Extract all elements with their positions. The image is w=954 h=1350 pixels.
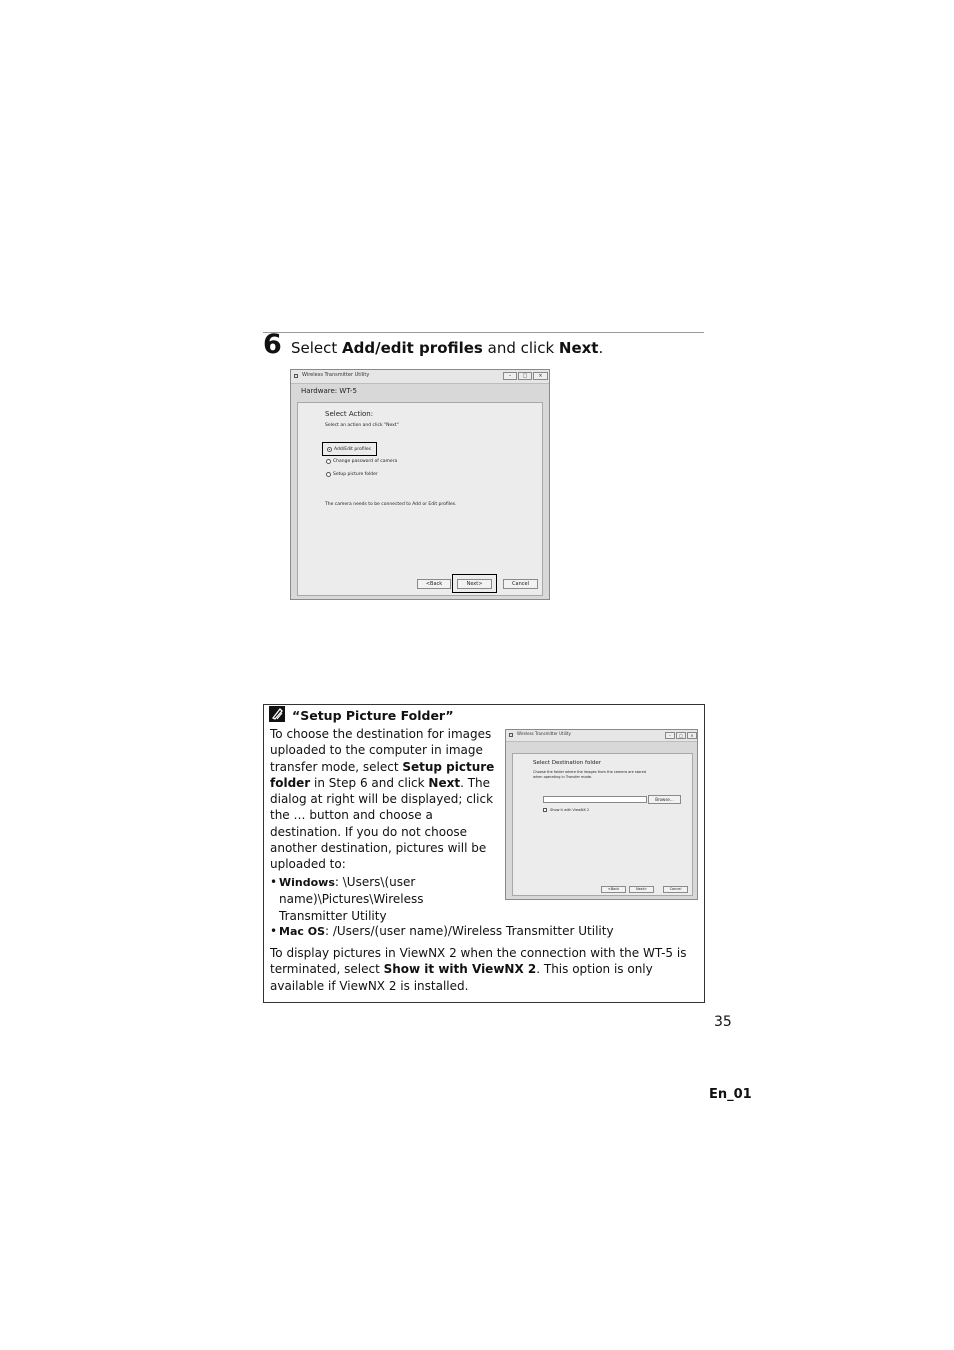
page-number: 35 — [714, 1014, 732, 1030]
back-button[interactable]: <Back — [417, 579, 451, 589]
browse-button[interactable]: Browse... — [648, 795, 681, 804]
cancel-button[interactable]: Cancel — [663, 886, 688, 893]
checkbox-label: Show it with ViewNX 2 — [550, 808, 590, 812]
close-icon[interactable]: × — [533, 372, 548, 380]
destination-path-input[interactable] — [543, 796, 647, 803]
maximize-icon[interactable]: □ — [676, 732, 686, 739]
option-setup-picture-folder[interactable] — [325, 471, 425, 479]
show-viewnx-checkbox[interactable] — [543, 808, 547, 812]
section-rule — [263, 332, 704, 333]
note-title: “Setup Picture Folder” — [292, 708, 454, 723]
option-change-password[interactable] — [325, 458, 425, 466]
select-destination-dialog — [505, 729, 698, 900]
bullet-windows: • Windows: \Users\(user name)\Pictures\Wireless Transmitter Utility — [270, 875, 424, 923]
dialog-panel — [512, 753, 693, 896]
bullet-label: Mac OS — [279, 925, 325, 938]
dialog-title: Wireless Transmitter Utility — [302, 372, 370, 378]
dialog-title: Wireless Transmitter Utility — [517, 731, 571, 736]
dialog-titlebar — [291, 370, 549, 384]
minimize-icon[interactable]: – — [665, 732, 675, 739]
app-icon — [509, 733, 513, 737]
minimize-icon[interactable]: – — [503, 372, 517, 380]
step-number: 6 — [263, 329, 282, 360]
page-footer-code: En_01 — [709, 1087, 752, 1102]
dialog-titlebar — [506, 730, 697, 742]
pencil-note-icon — [269, 706, 285, 722]
connection-message: The camera needs to be connected to Add or Edit profiles. — [325, 502, 457, 507]
destination-heading: Select Destination folder — [533, 760, 601, 766]
next-button[interactable]: Next> — [629, 886, 654, 893]
option-label: Add/Edit profiles — [334, 447, 371, 452]
option-label: Change password of camera — [333, 459, 398, 464]
option-label: Setup picture folder — [333, 472, 378, 477]
option-add-edit-profiles[interactable] — [322, 442, 377, 456]
next-button[interactable]: Next> — [457, 579, 492, 589]
bullet-label: Windows — [279, 876, 335, 889]
bullet-mac-os: • Mac OS: /Users/(user name)/Wireless Transmitter Utility — [270, 924, 614, 938]
select-action-dialog — [290, 369, 550, 600]
cancel-button[interactable]: Cancel — [503, 579, 538, 589]
hardware-label: Hardware: WT-5 — [301, 387, 357, 395]
maximize-icon[interactable]: □ — [518, 372, 532, 380]
dialog-panel — [297, 402, 543, 596]
note-paragraph-2: To display pictures in ViewNX 2 when the connection with the WT-5 is terminated, select Show it with ViewNX 2. This option is only available if ViewNX 2 is installed. — [270, 946, 687, 993]
step-instruction: Select Add/edit profiles and click Next. — [291, 339, 604, 357]
app-icon — [294, 374, 298, 378]
destination-instruction: Choose the folder where the images from the camera are stored when operating in Transfer mode. — [533, 770, 647, 779]
action-heading: Select Action: — [325, 410, 374, 418]
radio-selected-icon[interactable] — [327, 447, 332, 452]
radio-icon[interactable] — [326, 459, 331, 464]
note-paragraph: To choose the destination for images uploaded to the computer in image transfer mode, select Setup picture folder in Step 6 and click Next. The dialog at right will be displayed; click the … button and choose a destination. If you do not choose another destination, pictures will be uploaded to: — [270, 727, 495, 872]
close-icon[interactable]: × — [687, 732, 697, 739]
back-button[interactable]: <Back — [601, 886, 626, 893]
action-instruction: Select an action and click "Next" — [325, 423, 399, 428]
radio-icon[interactable] — [326, 472, 331, 477]
